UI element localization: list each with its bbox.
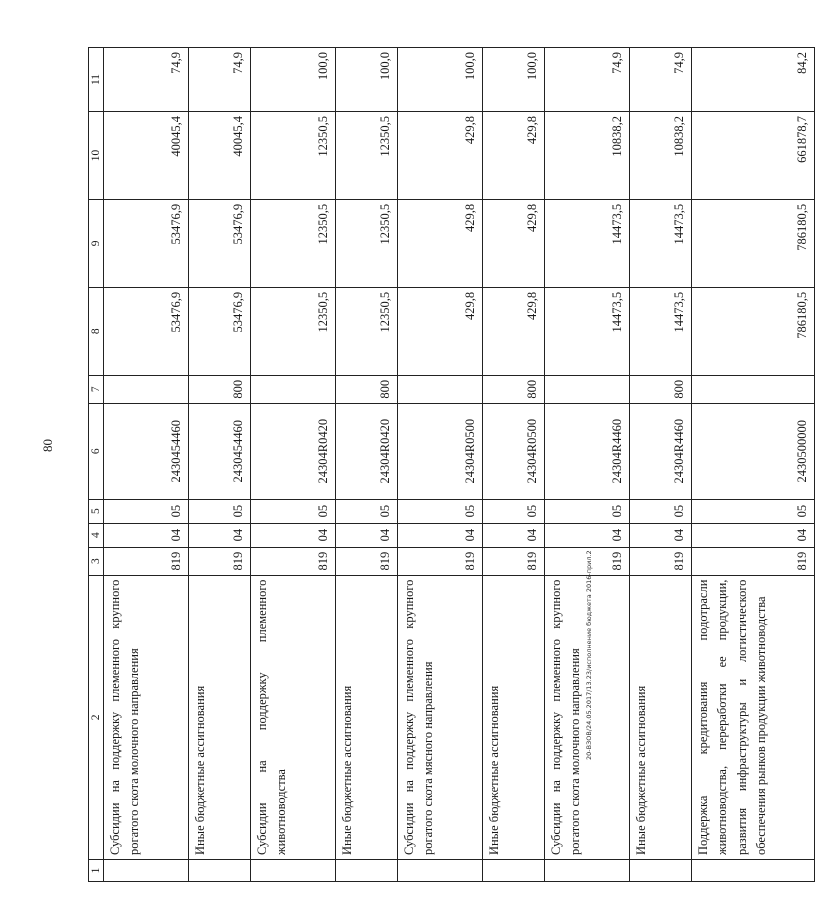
row-description: Субсидии на поддержку племенного животноводства bbox=[251, 575, 336, 859]
row-cell-c3: 819 bbox=[104, 547, 189, 575]
row-cell-c4: 04 bbox=[251, 523, 336, 547]
row-description: Иные бюджетные ассигнования bbox=[483, 575, 545, 859]
table-row bbox=[189, 48, 251, 882]
row-cell-c4: 04 bbox=[104, 523, 189, 547]
row-cell-c1 bbox=[251, 860, 336, 882]
row-cell-c1 bbox=[189, 860, 251, 882]
row-cell-c11: 74,9 bbox=[104, 48, 189, 112]
row-description: Иные бюджетные ассигнования bbox=[336, 575, 398, 859]
row-cell-c6: 24304R0500 bbox=[483, 403, 545, 499]
row-cell-c11: 74,9 bbox=[545, 48, 630, 112]
row-cell-c9: 786180,5 bbox=[692, 199, 815, 287]
row-cell-c11: 74,9 bbox=[630, 48, 692, 112]
row-cell-c1 bbox=[692, 860, 815, 882]
table-row bbox=[104, 48, 189, 882]
row-cell-c5: 05 bbox=[630, 499, 692, 523]
row-cell-c6: 24304R4460 bbox=[545, 403, 630, 499]
row-cell-c10: 661878,7 bbox=[692, 112, 815, 200]
header-cell: 5 bbox=[89, 499, 104, 523]
row-cell-c6: 2430500000 bbox=[692, 403, 815, 499]
row-cell-c11: 100,0 bbox=[251, 48, 336, 112]
row-cell-c9: 14473,5 bbox=[545, 199, 630, 287]
header-cell: 1 bbox=[89, 860, 104, 882]
row-cell-c9: 12350,5 bbox=[251, 199, 336, 287]
row-cell-c9: 12350,5 bbox=[336, 199, 398, 287]
row-description: Субсидии на поддержку племенного крупного рогатого скота молочного направления bbox=[104, 575, 189, 859]
row-cell-c8: 12350,5 bbox=[251, 287, 336, 375]
row-cell-c6: 24304R0420 bbox=[336, 403, 398, 499]
row-cell-c5: 05 bbox=[251, 499, 336, 523]
row-cell-c10: 429,8 bbox=[483, 112, 545, 200]
row-cell-c6: 24304R4460 bbox=[630, 403, 692, 499]
row-cell-c4: 04 bbox=[483, 523, 545, 547]
row-cell-c9: 429,8 bbox=[483, 199, 545, 287]
row-cell-c7: 800 bbox=[189, 375, 251, 403]
row-cell-c1 bbox=[398, 860, 483, 882]
row-cell-c10: 12350,5 bbox=[251, 112, 336, 200]
document-footnote: 20-ВЗОВ/24.05.2017/13.23/исполнение бюджета 2016-прил.2 bbox=[585, 550, 593, 760]
row-cell-c7 bbox=[251, 375, 336, 403]
row-cell-c8: 53476,9 bbox=[104, 287, 189, 375]
row-cell-c3: 819 bbox=[189, 547, 251, 575]
row-cell-c8: 12350,5 bbox=[336, 287, 398, 375]
row-cell-c9: 53476,9 bbox=[104, 199, 189, 287]
row-cell-c8: 429,8 bbox=[483, 287, 545, 375]
row-cell-c9: 14473,5 bbox=[630, 199, 692, 287]
row-cell-c10: 10838,2 bbox=[545, 112, 630, 200]
table-row bbox=[251, 48, 336, 882]
row-cell-c10: 10838,2 bbox=[630, 112, 692, 200]
row-cell-c6: 24304R0420 bbox=[251, 403, 336, 499]
table-row bbox=[336, 48, 398, 882]
row-cell-c3: 819 bbox=[398, 547, 483, 575]
row-cell-c10: 40045,4 bbox=[104, 112, 189, 200]
header-cell: 9 bbox=[89, 199, 104, 287]
table-row bbox=[398, 48, 483, 882]
row-description: Поддержка кредитования подотрасли животноводства, переработки ее продукции, развития инфраструктуры и логистического обеспечения рынков продукции животноводства bbox=[692, 575, 815, 859]
header-cell: 3 bbox=[89, 547, 104, 575]
row-cell-c3: 819 bbox=[483, 547, 545, 575]
row-cell-c11: 74,9 bbox=[189, 48, 251, 112]
row-cell-c5: 05 bbox=[336, 499, 398, 523]
row-cell-c4: 04 bbox=[398, 523, 483, 547]
row-cell-c10: 429,8 bbox=[398, 112, 483, 200]
row-cell-c3: 819 bbox=[630, 547, 692, 575]
row-cell-c3: 819 bbox=[336, 547, 398, 575]
row-cell-c1 bbox=[336, 860, 398, 882]
row-cell-c5: 05 bbox=[398, 499, 483, 523]
row-cell-c7 bbox=[545, 375, 630, 403]
row-cell-c5: 05 bbox=[692, 499, 815, 523]
row-description: Иные бюджетные ассигнования bbox=[189, 575, 251, 859]
row-cell-c4: 04 bbox=[336, 523, 398, 547]
header-cell: 11 bbox=[89, 48, 104, 112]
row-cell-c5: 05 bbox=[189, 499, 251, 523]
row-cell-c4: 04 bbox=[692, 523, 815, 547]
row-cell-c5: 05 bbox=[104, 499, 189, 523]
table-row bbox=[483, 48, 545, 882]
row-cell-c11: 100,0 bbox=[398, 48, 483, 112]
row-cell-c8: 14473,5 bbox=[545, 287, 630, 375]
header-cell: 2 bbox=[89, 575, 104, 859]
row-cell-c1 bbox=[483, 860, 545, 882]
row-cell-c1 bbox=[630, 860, 692, 882]
row-cell-c8: 429,8 bbox=[398, 287, 483, 375]
row-cell-c7 bbox=[104, 375, 189, 403]
table-row bbox=[630, 48, 692, 882]
row-cell-c11: 100,0 bbox=[336, 48, 398, 112]
header-cell: 6 bbox=[89, 403, 104, 499]
row-cell-c4: 04 bbox=[545, 523, 630, 547]
row-cell-c7: 800 bbox=[336, 375, 398, 403]
budget-table-rotated bbox=[88, 47, 809, 882]
row-cell-c6: 24304R0500 bbox=[398, 403, 483, 499]
row-cell-c9: 429,8 bbox=[398, 199, 483, 287]
row-cell-c5: 05 bbox=[545, 499, 630, 523]
row-cell-c4: 04 bbox=[189, 523, 251, 547]
header-cell: 10 bbox=[89, 112, 104, 200]
row-cell-c3: 819 bbox=[545, 547, 630, 575]
row-cell-c1 bbox=[104, 860, 189, 882]
row-cell-c11: 100,0 bbox=[483, 48, 545, 112]
row-cell-c10: 12350,5 bbox=[336, 112, 398, 200]
row-cell-c7: 800 bbox=[483, 375, 545, 403]
row-description: Субсидии на поддержку племенного крупного рогатого скота молочного направления bbox=[545, 575, 630, 859]
row-cell-c8: 786180,5 bbox=[692, 287, 815, 375]
row-cell-c8: 53476,9 bbox=[189, 287, 251, 375]
row-cell-c7: 800 bbox=[630, 375, 692, 403]
row-cell-c7 bbox=[692, 375, 815, 403]
row-cell-c3: 819 bbox=[692, 547, 815, 575]
row-description: Субсидии на поддержку племенного крупного рогатого скота мясного направления bbox=[398, 575, 483, 859]
row-cell-c9: 53476,9 bbox=[189, 199, 251, 287]
row-cell-c7 bbox=[398, 375, 483, 403]
table-row bbox=[692, 48, 815, 882]
row-cell-c5: 05 bbox=[483, 499, 545, 523]
row-cell-c4: 04 bbox=[630, 523, 692, 547]
header-cell: 8 bbox=[89, 287, 104, 375]
header-row bbox=[89, 48, 104, 882]
row-cell-c10: 40045,4 bbox=[189, 112, 251, 200]
row-cell-c6: 2430454460 bbox=[189, 403, 251, 499]
row-cell-c6: 2430454460 bbox=[104, 403, 189, 499]
row-description: Иные бюджетные ассигнования bbox=[630, 575, 692, 859]
row-cell-c11: 84,2 bbox=[692, 48, 815, 112]
budget-table bbox=[88, 47, 815, 882]
row-cell-c8: 14473,5 bbox=[630, 287, 692, 375]
header-cell: 7 bbox=[89, 375, 104, 403]
header-cell: 4 bbox=[89, 523, 104, 547]
row-cell-c3: 819 bbox=[251, 547, 336, 575]
row-cell-c1 bbox=[545, 860, 630, 882]
